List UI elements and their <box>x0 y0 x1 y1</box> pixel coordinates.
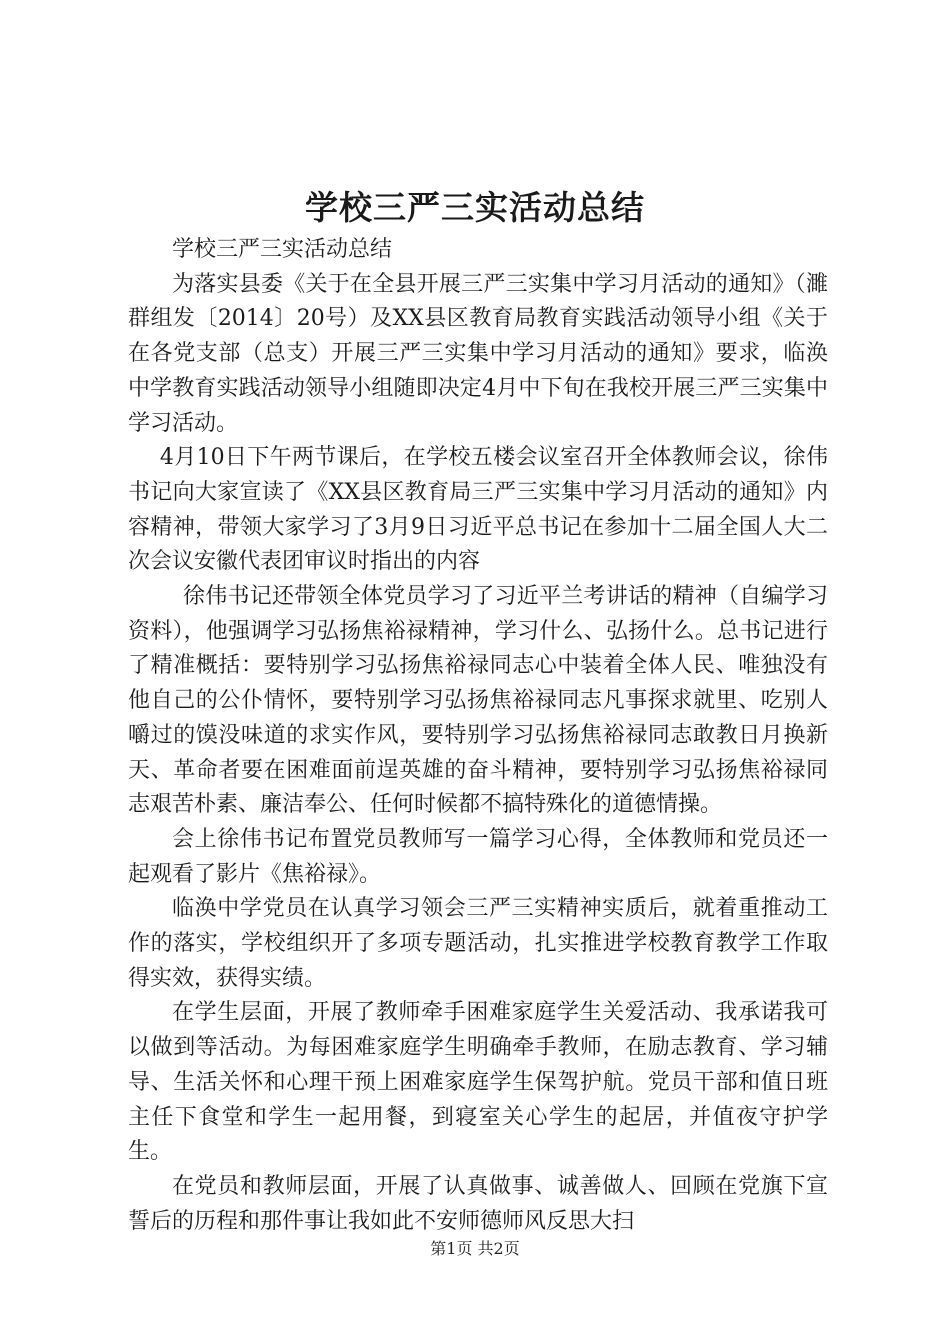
paragraph: 临涣中学党员在认真学习领会三严三实精神实质后，就着重推动工作的落实，学校组织开了多项专题活动，扎实推进学校教育教学工作取得实效，获得实绩。 <box>128 896 828 991</box>
paragraph: 为落实县委《关于在全县开展三严三实集中学习月活动的通知》（濉群组发〔2014〕20号）及XX县区教育局教育实践活动领导小组《关于在各党支部（总支）开展三严三实集中学习月活动的通知》要求，临涣中学教育实践活动领导小组随即决定4月中下旬在我校开展三严三实集中学习活动。 <box>128 271 828 436</box>
paragraph: 会上徐伟书记布置党员教师写一篇学习心得，全体教师和党员还一起观看了影片《焦裕禄》。 <box>128 826 828 887</box>
page-number: 第1页 共2页 <box>430 1239 520 1258</box>
paragraph: 在党员和教师层面，开展了认真做事、诚善做人、回顾在党旗下宣誓后的历程和那件事让我如此不安师德师风反思大扫 <box>128 1173 828 1234</box>
paragraph-subtitle: 学校三严三实活动总结 <box>172 237 393 262</box>
paragraph: 4月10日下午两节课后，在学校五楼会议室召开全体教师会议，徐伟书记向大家宣读了《XX县区教育局三严三实集中学习月活动的通知》内容精神，带领大家学习了3月9日习近平总书记在参加十二届全国人大二次会议安徽代表团审议时指出的内容 <box>128 445 828 575</box>
document-body <box>128 233 828 1239</box>
document-title: 学校三严三实活动总结 <box>305 188 645 227</box>
paragraph: 在学生层面，开展了教师牵手困难家庭学生关爱活动、我承诺我可以做到等活动。为每困难家庭学生明确牵手教师，在励志教育、学习辅导、生活关怀和心理干预上困难家庭学生保驾护航。党员干部和值日班主任下食堂和学生一起用餐，到寝室关心学生的起居，并值夜守护学生。 <box>128 1000 828 1165</box>
paragraph: 徐伟书记还带领全体党员学习了习近平兰考讲话的精神（自编学习资料），他强调学习弘扬焦裕禄精神，学习什么、弘扬什么。总书记进行了精准概括：要特别学习弘扬焦裕禄同志心中装着全体人民、唯独没有他自己的公仆情怀，要特别学习弘扬焦裕禄同志凡事探求就里、吃别人嚼过的馍没味道的求实作风，要特别学习弘扬焦裕禄同志敢教日月换新天、革命者要在困难面前逞英雄的奋斗精神，要特别学习弘扬焦裕禄同志艰苦朴素、廉洁奉公、任何时候都不搞特殊化的道德情操。 <box>128 584 828 818</box>
